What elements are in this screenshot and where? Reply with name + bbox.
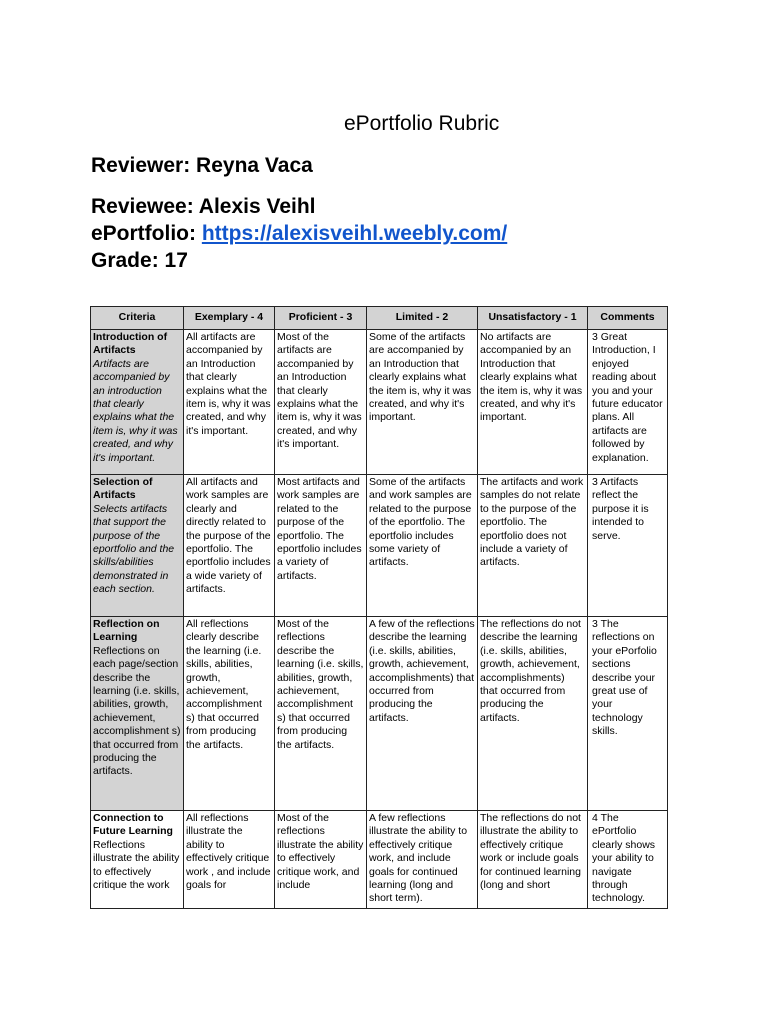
criterion-name: Connection to Future Learning	[93, 812, 173, 838]
criterion-name: Introduction of Artifacts	[93, 331, 168, 357]
criterion-name: Selection of Artifacts	[93, 476, 153, 502]
reviewer-line: Reviewer: Reyna Vaca	[91, 154, 313, 177]
criterion-name: Reflection on Learning	[93, 618, 160, 644]
limited-cell: A few of the reflections describe the learning (i.e. skills, abilities, growth, achievement, accomplishments) that occurred from producing the artifacts.	[367, 617, 478, 811]
limited-cell: Some of the artifacts are accompanied by an Introduction that clearly explains what the item is, why it was created, and why it's important.	[367, 330, 478, 475]
limited-cell: Some of the artifacts and work samples are related to the purpose of the eportfolio. The eportfolio includes some variety of artifacts.	[367, 475, 478, 617]
proficient-cell: Most artifacts and work samples are related to the purpose of the eportfolio. The eportfolio includes a variety of artifacts.	[275, 475, 367, 617]
header-unsatisfactory: Unsatisfactory - 1	[478, 307, 588, 330]
unsatisfactory-cell: The reflections do not describe the learning (i.e. skills, abilities, growth, achievement, accomplishments) that occurred from producing the artifacts.	[478, 617, 588, 811]
table-row	[91, 330, 668, 475]
reviewee-line: Reviewee: Alexis Veihl	[91, 195, 316, 218]
limited-cell: A few reflections illustrate the ability to effectively critique work, and include goals for continued learning (long and short term).	[367, 811, 478, 909]
unsatisfactory-cell: The reflections do not illustrate the ability to effectively critique work or include goals for continued learning (long and short	[478, 811, 588, 909]
comment-cell: 3 Great Introduction, I enjoyed reading about you and your future educator plans. All artifacts are followed by explanation.	[588, 330, 668, 475]
criterion-cell	[91, 330, 184, 475]
rubric-table	[90, 306, 668, 909]
header-proficient: Proficient - 3	[275, 307, 367, 330]
criterion-description: Selects artifacts that support the purpose of the eportfolio and the skills/abilities demonstrated in each section.	[93, 502, 175, 596]
header-exemplary: Exemplary - 4	[184, 307, 275, 330]
eportfolio-label: ePortfolio:	[91, 222, 196, 245]
criterion-cell	[91, 475, 184, 617]
exemplary-cell: All reflections clearly describe the learning (i.e. skills, abilities, growth, achievement, accomplishment s) that occurred from producing the artifacts.	[184, 617, 275, 811]
table-row	[91, 617, 668, 811]
header-comments: Comments	[588, 307, 668, 330]
grade-line: Grade: 17	[91, 249, 188, 272]
unsatisfactory-cell: The artifacts and work samples do not relate to the purpose of the eportfolio. The eportfolio does not include a variety of artifacts.	[478, 475, 588, 617]
comment-cell: 3 The reflections on your ePorfolio sections describe your great use of your technology skills.	[588, 617, 668, 811]
proficient-cell: Most of the artifacts are accompanied by an Introduction that clearly explains what the item is, why it was created, and why it's important.	[275, 330, 367, 475]
criterion-description: Reflections illustrate the ability to effectively critique the work	[93, 838, 180, 892]
table-row	[91, 475, 668, 617]
criterion-description: Artifacts are accompanied by an introduction that clearly explains what the item is, why it was created, and why it's important.	[93, 357, 178, 464]
exemplary-cell: All reflections illustrate the ability to effectively critique work , and include goals for	[184, 811, 275, 909]
proficient-cell: Most of the reflections illustrate the ability to effectively critique work, and include	[275, 811, 367, 909]
criterion-cell	[91, 617, 184, 811]
exemplary-cell: All artifacts and work samples are clearly and directly related to the purpose of the eportfolio. The eportfolio includes a wide variety of artifacts.	[184, 475, 275, 617]
document-title: ePortfolio Rubric	[344, 112, 500, 135]
exemplary-cell: All artifacts are accompanied by an Introduction that clearly explains what the item is, why it was created, and why it's important.	[184, 330, 275, 475]
criterion-description: Reflections on each page/section describe the learning (i.e. skills, abilities, growth, achievement, accomplishment s) that occurred from producing the artifacts.	[93, 644, 181, 778]
header-row	[91, 307, 668, 330]
header-limited: Limited - 2	[367, 307, 478, 330]
header-criteria: Criteria	[91, 307, 184, 330]
criterion-cell	[91, 811, 184, 909]
unsatisfactory-cell: No artifacts are accompanied by an Introduction that clearly explains what the item is, why it was created, and why it's important.	[478, 330, 588, 475]
proficient-cell: Most of the reflections describe the learning (i.e. skills, abilities, growth, achievement, accomplishment s) that occurred from producing the artifacts.	[275, 617, 367, 811]
eportfolio-link[interactable]: https://alexisveihl.weebly.com/	[201, 222, 508, 245]
eportfolio-line	[91, 220, 507, 248]
comment-cell: 4 The ePortfolio clearly shows your ability to navigate through technology.	[588, 811, 668, 909]
comment-cell: 3 Artifacts reflect the purpose it is intended to serve.	[588, 475, 668, 617]
table-row	[91, 811, 668, 909]
